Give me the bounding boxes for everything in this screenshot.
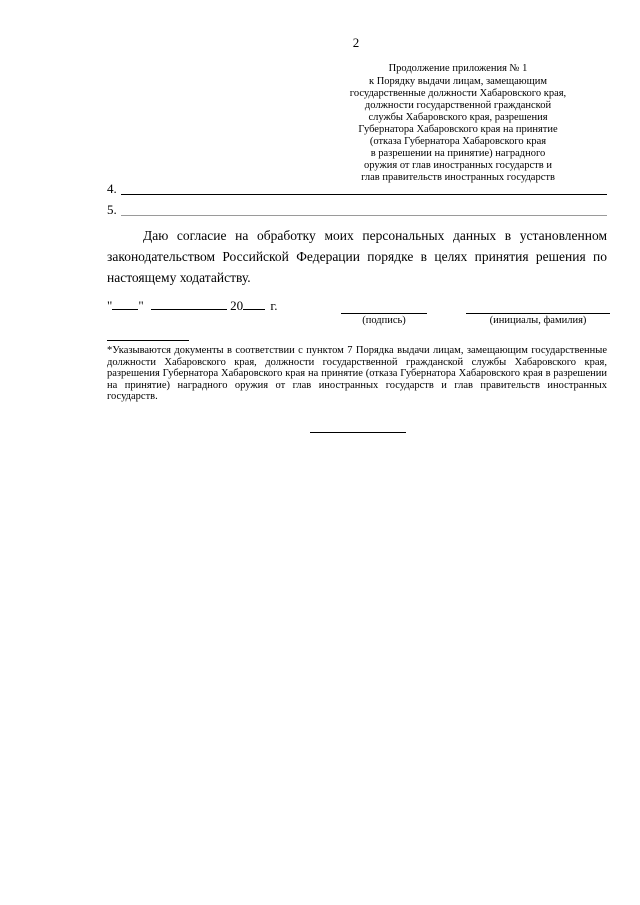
appendix-header xyxy=(332,63,584,184)
item-5-number: 5. xyxy=(107,202,117,217)
signature-caption: (подпись) xyxy=(362,315,406,326)
appendix-line: оружия от глав иностранных государств и xyxy=(364,160,552,171)
name-line[interactable] xyxy=(466,312,610,314)
date-day-blank[interactable] xyxy=(112,298,138,310)
item-4-number: 4. xyxy=(107,181,117,196)
appendix-line: к Порядку выдачи лицам, замещающим xyxy=(368,76,547,87)
date-month-blank[interactable] xyxy=(151,298,227,310)
appendix-continuation: Продолжение приложения № 1 xyxy=(388,63,528,74)
appendix-line: глав правительств иностранных государств xyxy=(361,172,555,183)
page-number: 2 xyxy=(352,35,360,50)
item-5-fill-line[interactable] xyxy=(121,215,607,216)
item-5-row xyxy=(107,202,607,218)
footnote-text: *Указываются документы в соответствии с пунктом 7 Порядка выдачи лицам, замещающим государственные должности Хабаровского края, должности государственной гражданской службы Хабаровского края, разрешения Губернатора Хабаровского края на принятие (отказа Губернатора Хабаровского края в разрешении на принятие) наградного оружия от глав иностранных государств и глав правительств иностранных государств. xyxy=(107,345,607,402)
date-quote-open: " xyxy=(107,298,113,313)
signature-line[interactable] xyxy=(341,312,427,314)
item-4-row xyxy=(107,181,607,197)
end-line xyxy=(310,432,406,433)
date-year-blank[interactable] xyxy=(243,298,265,310)
item-4-fill-line[interactable] xyxy=(121,194,607,195)
footnote-divider xyxy=(107,340,189,341)
date-field xyxy=(107,298,278,314)
appendix-line: должности государственной гражданской xyxy=(364,100,552,111)
appendix-line: (отказа Губернатора Хабаровского края xyxy=(369,136,547,147)
consent-paragraph: Даю согласие на обработку моих персональных данных в установленном законодательством Российской Федерации порядке в целях принятия решения по настоящему ходатайству. xyxy=(107,228,607,285)
date-quote-close: " xyxy=(138,298,144,313)
date-year-prefix: 20 xyxy=(230,298,244,313)
appendix-line: в разрешении на принятие) наградного xyxy=(370,148,546,159)
appendix-line: государственные должности Хабаровского края, xyxy=(349,88,567,99)
date-year-suffix: г. xyxy=(270,298,278,313)
appendix-line: службы Хабаровского края, разрешения xyxy=(368,112,548,123)
name-caption: (инициалы, фамилия) xyxy=(489,315,587,326)
appendix-line: Губернатора Хабаровского края на принятие xyxy=(358,124,558,135)
